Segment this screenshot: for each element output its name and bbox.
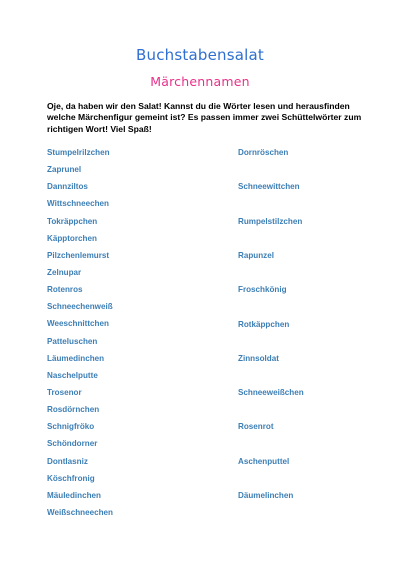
- scrambled-word: Wittschneechen: [47, 199, 109, 209]
- worksheet-subtitle: Märchennamen: [150, 74, 250, 89]
- answer-word: Rosenrot: [238, 422, 274, 432]
- instructions-paragraph: Oje, da haben wir den Salat! Kannst du die Wörter lesen und herausfinden welche Märchenfigur gemeint ist? Es passen immer zwei Schüttelwörter zum richtigen Wort! Viel Spaß!: [47, 101, 362, 134]
- scrambled-word: Trosenor: [47, 387, 82, 397]
- answer-word: Froschkönig: [238, 285, 287, 295]
- scrambled-word: Schöndorner: [47, 439, 98, 449]
- scrambled-word: Mäuledinchen: [47, 490, 101, 500]
- scrambled-word: Dontlasniz: [47, 456, 88, 466]
- worksheet-title: Buchstabensalat: [136, 46, 264, 64]
- answer-word: Rumpelstilzchen: [238, 216, 303, 226]
- scrambled-word: Dannziltos: [47, 182, 88, 192]
- scrambled-word: Zaprunel: [47, 165, 82, 175]
- scrambled-word: Rosdörnchen: [47, 405, 100, 415]
- answer-word: Rotkäppchen: [238, 319, 290, 329]
- answer-word: Däumelinchen: [238, 491, 294, 500]
- scrambled-word: Naschelputte: [47, 370, 98, 380]
- scrambled-word: Köschfronig: [47, 473, 95, 483]
- answer-word: Rapunzel: [238, 250, 274, 260]
- scrambled-word: Schneechenweiß: [47, 302, 113, 312]
- scrambled-word: Läumedinchen: [47, 353, 105, 363]
- scrambled-words-column: [47, 147, 207, 524]
- scrambled-word: Käpptorchen: [47, 233, 97, 243]
- answer-word: Schneewittchen: [238, 182, 300, 192]
- scrambled-word: Tokräppchen: [47, 216, 98, 226]
- scrambled-word: Rotenros: [47, 285, 83, 295]
- scrambled-word: Pilzchenlemurst: [47, 250, 110, 260]
- scrambled-word: Zelnupar: [47, 267, 82, 277]
- scrambled-word: Patteluschen: [47, 336, 98, 346]
- scrambled-word: Weeschnittchen: [47, 319, 109, 329]
- answer-word: Zinnsoldat: [238, 353, 279, 363]
- answer-word: Dornröschen: [238, 148, 289, 157]
- scrambled-word: Weißschneechen: [47, 507, 113, 517]
- answer-word: Schneeweißchen: [238, 388, 304, 398]
- scrambled-word: Stumpelrilzchen: [47, 148, 110, 157]
- answer-word: Aschenputtel: [238, 456, 290, 466]
- scrambled-word: Schnigfröko: [47, 422, 95, 432]
